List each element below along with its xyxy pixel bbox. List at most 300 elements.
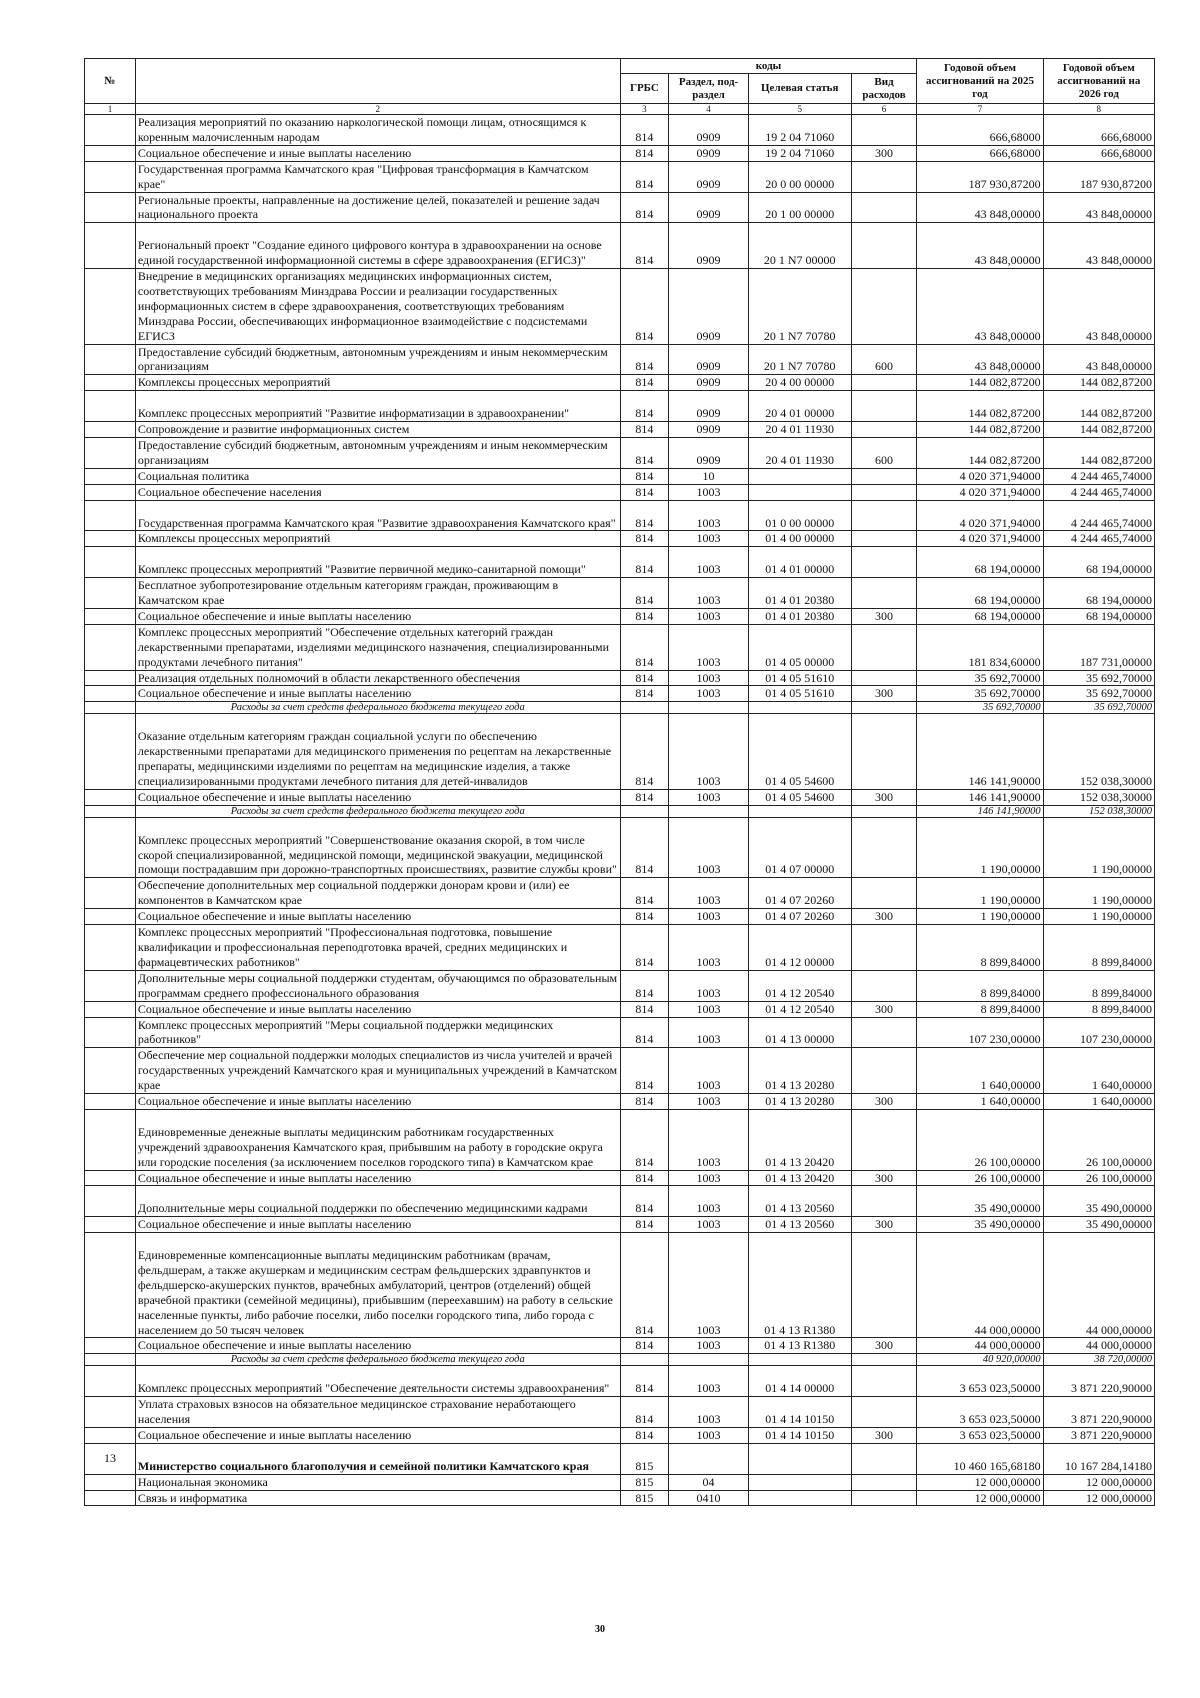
table-row xyxy=(85,1186,1155,1217)
row-grbs: 814 xyxy=(620,670,669,686)
row-number xyxy=(85,531,136,547)
row-target-article: 01 4 14 10150 xyxy=(748,1397,851,1428)
row-amount-2025: 146 141,90000 xyxy=(917,789,1043,805)
row-amount-2025: 35 490,00000 xyxy=(917,1186,1043,1217)
row-amount-2025: 1 190,00000 xyxy=(917,909,1043,925)
header-grbs: ГРБС xyxy=(620,74,669,104)
row-number xyxy=(85,192,136,223)
row-target-article: 01 4 05 54600 xyxy=(748,789,851,805)
row-amount-2025: 144 082,87200 xyxy=(917,437,1043,468)
row-grbs: 814 xyxy=(620,422,669,438)
table-row xyxy=(85,970,1155,1001)
table-row xyxy=(85,145,1155,161)
row-amount-2025: 40 920,00000 xyxy=(917,1354,1043,1366)
table-row xyxy=(85,1474,1155,1490)
table-row xyxy=(85,269,1155,345)
row-number xyxy=(85,547,136,578)
row-expense-kind xyxy=(851,484,917,500)
row-name: Комплекс процессных мероприятий "Совершенствование оказания скорой, в том числе скорой специализированной, медицинской помощи, медицинской эвакуации, медицинской помощи пострадавшим при дорожно-транспортных происшествиях, развитие службы крови" xyxy=(135,817,620,878)
row-target-article xyxy=(748,805,851,817)
row-name: Бесплатное зубопротезирование отдельным категориям граждан, проживающим в Камчатском крае xyxy=(135,578,620,609)
table-row xyxy=(85,1094,1155,1110)
row-number xyxy=(85,714,136,790)
row-number xyxy=(85,1109,136,1170)
row-target-article: 01 4 14 00000 xyxy=(748,1366,851,1397)
row-amount-2025: 146 141,90000 xyxy=(917,714,1043,790)
row-section: 1003 xyxy=(669,1338,749,1354)
row-name: Комплексы процессных мероприятий xyxy=(135,531,620,547)
row-amount-2026: 35 490,00000 xyxy=(1043,1217,1154,1233)
row-amount-2026: 8 899,84000 xyxy=(1043,970,1154,1001)
row-name: Социальное обеспечение и иные выплаты населению xyxy=(135,1338,620,1354)
row-number xyxy=(85,1366,136,1397)
row-name: Расходы за счет средств федерального бюджета текущего года xyxy=(135,1354,620,1366)
header-no: № xyxy=(85,59,136,104)
table-row xyxy=(85,547,1155,578)
row-grbs xyxy=(620,1354,669,1366)
row-grbs: 815 xyxy=(620,1474,669,1490)
row-amount-2026: 144 082,87200 xyxy=(1043,391,1154,422)
row-number xyxy=(85,789,136,805)
row-amount-2026: 35 692,70000 xyxy=(1043,702,1154,714)
row-expense-kind xyxy=(851,422,917,438)
row-amount-2025: 44 000,00000 xyxy=(917,1233,1043,1338)
table-row xyxy=(85,161,1155,192)
row-expense-kind xyxy=(851,1474,917,1490)
row-name: Комплекс процессных мероприятий "Развитие первичной медико-санитарной помощи" xyxy=(135,547,620,578)
row-number xyxy=(85,878,136,909)
row-section: 1003 xyxy=(669,670,749,686)
row-expense-kind xyxy=(851,1490,917,1506)
row-grbs: 814 xyxy=(620,878,669,909)
row-amount-2025: 3 653 023,50000 xyxy=(917,1427,1043,1443)
row-number xyxy=(85,145,136,161)
row-amount-2026: 144 082,87200 xyxy=(1043,422,1154,438)
table-row xyxy=(85,1048,1155,1094)
row-number xyxy=(85,1490,136,1506)
row-section: 1003 xyxy=(669,578,749,609)
row-section xyxy=(669,1354,749,1366)
row-name: Социальное обеспечение и иные выплаты населению xyxy=(135,789,620,805)
table-row xyxy=(85,578,1155,609)
row-expense-kind xyxy=(851,702,917,714)
row-name: Комплекс процессных мероприятий "Обеспечение деятельности системы здравоохранения" xyxy=(135,1366,620,1397)
row-grbs: 814 xyxy=(620,1001,669,1017)
page-number: 30 xyxy=(595,1624,605,1635)
row-section: 0909 xyxy=(669,269,749,345)
row-amount-2026: 35 692,70000 xyxy=(1043,686,1154,702)
row-number xyxy=(85,702,136,714)
row-grbs: 814 xyxy=(620,223,669,269)
row-name: Единовременные компенсационные выплаты медицинским работникам (врачам, фельдшерам, а также акушеркам и медицинским сестрам фельдшерских здравпунктов и фельдшерско-акушерских пунктов, врачебных амбулаторий, центров (отделений) общей врачебной практики (семейной медицины), прибывшим (переехавшим) на работу в сельские населенные пункты, либо рабочие поселки, либо поселки городского типа, либо города с населением до 50 тысяч человек xyxy=(135,1233,620,1338)
row-amount-2026: 44 000,00000 xyxy=(1043,1233,1154,1338)
row-section: 1003 xyxy=(669,1017,749,1048)
row-amount-2026: 38 720,00000 xyxy=(1043,1354,1154,1366)
row-amount-2025: 4 020 371,94000 xyxy=(917,468,1043,484)
row-target-article: 01 4 05 51610 xyxy=(748,670,851,686)
row-section: 1003 xyxy=(669,1048,749,1094)
row-number xyxy=(85,608,136,624)
row-amount-2026: 35 490,00000 xyxy=(1043,1186,1154,1217)
row-grbs: 814 xyxy=(620,909,669,925)
row-section: 1003 xyxy=(669,1094,749,1110)
row-number xyxy=(85,1001,136,1017)
row-amount-2026: 26 100,00000 xyxy=(1043,1109,1154,1170)
row-amount-2025: 68 194,00000 xyxy=(917,608,1043,624)
row-amount-2025: 4 020 371,94000 xyxy=(917,531,1043,547)
row-expense-kind: 300 xyxy=(851,909,917,925)
row-amount-2025: 35 692,70000 xyxy=(917,686,1043,702)
row-number xyxy=(85,909,136,925)
row-amount-2026: 152 038,30000 xyxy=(1043,805,1154,817)
colnum: 4 xyxy=(669,104,749,115)
table-header xyxy=(85,59,1155,115)
row-amount-2025: 8 899,84000 xyxy=(917,1001,1043,1017)
row-amount-2025: 666,68000 xyxy=(917,115,1043,146)
row-expense-kind xyxy=(851,1443,917,1474)
table-row xyxy=(85,1109,1155,1170)
row-name: Региональный проект "Создание единого цифрового контура в здравоохранении на основе единой государственной информационной системы в сфере здравоохранения (ЕГИСЗ)" xyxy=(135,223,620,269)
row-number xyxy=(85,1474,136,1490)
row-name: Предоставление субсидий бюджетным, автономным учреждениям и иным некоммерческим организациям xyxy=(135,344,620,375)
table-row xyxy=(85,1366,1155,1397)
row-target-article xyxy=(748,1443,851,1474)
row-amount-2026: 35 692,70000 xyxy=(1043,670,1154,686)
row-name: Расходы за счет средств федерального бюджета текущего года xyxy=(135,702,620,714)
row-amount-2026: 152 038,30000 xyxy=(1043,714,1154,790)
row-target-article: 01 4 00 00000 xyxy=(748,531,851,547)
row-grbs: 814 xyxy=(620,468,669,484)
row-number xyxy=(85,422,136,438)
colnum: 5 xyxy=(748,104,851,115)
row-amount-2026: 666,68000 xyxy=(1043,145,1154,161)
row-target-article xyxy=(748,702,851,714)
row-grbs: 814 xyxy=(620,1094,669,1110)
row-grbs: 814 xyxy=(620,375,669,391)
row-expense-kind xyxy=(851,1017,917,1048)
row-grbs: 814 xyxy=(620,1186,669,1217)
row-section: 1003 xyxy=(669,1109,749,1170)
row-number xyxy=(85,391,136,422)
row-target-article: 20 1 N7 00000 xyxy=(748,223,851,269)
row-target-article: 19 2 04 71060 xyxy=(748,145,851,161)
table-row xyxy=(85,670,1155,686)
row-number xyxy=(85,161,136,192)
row-expense-kind xyxy=(851,578,917,609)
row-number xyxy=(85,500,136,531)
row-number xyxy=(85,686,136,702)
row-number xyxy=(85,925,136,971)
row-grbs: 814 xyxy=(620,817,669,878)
row-expense-kind xyxy=(851,115,917,146)
row-section: 1003 xyxy=(669,1366,749,1397)
row-section: 0909 xyxy=(669,437,749,468)
row-name: Социальное обеспечение и иные выплаты населению xyxy=(135,608,620,624)
row-target-article: 01 4 13 20280 xyxy=(748,1094,851,1110)
row-number xyxy=(85,1170,136,1186)
row-name: Сопровождение и развитие информационных систем xyxy=(135,422,620,438)
row-section: 0909 xyxy=(669,223,749,269)
row-name: Министерство социального благополучия и семейной политики Камчатского края xyxy=(135,1443,620,1474)
row-amount-2026: 1 640,00000 xyxy=(1043,1048,1154,1094)
row-expense-kind: 300 xyxy=(851,789,917,805)
row-target-article: 01 4 01 20380 xyxy=(748,578,851,609)
row-expense-kind xyxy=(851,670,917,686)
row-amount-2025: 35 692,70000 xyxy=(917,670,1043,686)
row-amount-2025: 4 020 371,94000 xyxy=(917,484,1043,500)
row-section xyxy=(669,702,749,714)
row-grbs: 814 xyxy=(620,925,669,971)
row-name: Комплекс процессных мероприятий "Обеспечение отдельных категорий граждан лекарственными препаратами, изделиями медицинского назначения, специализированными продуктами лечебного питания" xyxy=(135,624,620,670)
row-expense-kind: 300 xyxy=(851,145,917,161)
row-number xyxy=(85,375,136,391)
row-number xyxy=(85,1354,136,1366)
row-expense-kind xyxy=(851,878,917,909)
row-name: Комплекс процессных мероприятий "Профессиональная подготовка, повышение квалификации и профессиональная переподготовка врачей, средних медицинских и фармацевтических работников" xyxy=(135,925,620,971)
row-grbs: 814 xyxy=(620,547,669,578)
colnum: 6 xyxy=(851,104,917,115)
row-target-article xyxy=(748,484,851,500)
row-amount-2026: 666,68000 xyxy=(1043,115,1154,146)
row-name: Социальная политика xyxy=(135,468,620,484)
row-amount-2026: 1 190,00000 xyxy=(1043,817,1154,878)
row-section: 04 xyxy=(669,1474,749,1490)
row-expense-kind xyxy=(851,1048,917,1094)
row-number xyxy=(85,1397,136,1428)
row-target-article: 01 4 05 54600 xyxy=(748,714,851,790)
row-grbs xyxy=(620,702,669,714)
row-target-article: 01 4 13 R1380 xyxy=(748,1233,851,1338)
row-number xyxy=(85,578,136,609)
row-grbs: 814 xyxy=(620,1338,669,1354)
row-expense-kind xyxy=(851,970,917,1001)
row-number xyxy=(85,468,136,484)
header-codes: коды xyxy=(620,59,917,74)
row-section: 1003 xyxy=(669,878,749,909)
row-section: 0909 xyxy=(669,192,749,223)
row-section: 0909 xyxy=(669,145,749,161)
row-amount-2025: 43 848,00000 xyxy=(917,223,1043,269)
row-section: 1003 xyxy=(669,909,749,925)
row-amount-2026: 26 100,00000 xyxy=(1043,1170,1154,1186)
row-target-article: 20 4 01 11930 xyxy=(748,437,851,468)
row-number xyxy=(85,484,136,500)
row-expense-kind xyxy=(851,269,917,345)
table-row xyxy=(85,714,1155,790)
row-expense-kind: 300 xyxy=(851,1094,917,1110)
row-name: Обеспечение дополнительных мер социальной поддержки донорам крови и (или) ее компонентов в Камчатском крае xyxy=(135,878,620,909)
row-name: Социальное обеспечение и иные выплаты населению xyxy=(135,1170,620,1186)
row-target-article: 01 4 14 10150 xyxy=(748,1427,851,1443)
row-target-article: 19 2 04 71060 xyxy=(748,115,851,146)
row-amount-2026: 43 848,00000 xyxy=(1043,269,1154,345)
row-grbs: 814 xyxy=(620,531,669,547)
row-section: 10 xyxy=(669,468,749,484)
row-grbs: 814 xyxy=(620,192,669,223)
row-expense-kind: 300 xyxy=(851,1338,917,1354)
row-amount-2026: 68 194,00000 xyxy=(1043,547,1154,578)
row-name: Социальное обеспечение и иные выплаты населению xyxy=(135,909,620,925)
row-amount-2025: 26 100,00000 xyxy=(917,1170,1043,1186)
row-amount-2025: 68 194,00000 xyxy=(917,578,1043,609)
table-row xyxy=(85,115,1155,146)
row-section xyxy=(669,805,749,817)
row-expense-kind: 600 xyxy=(851,344,917,375)
row-section: 1003 xyxy=(669,531,749,547)
colnum: 2 xyxy=(135,104,620,115)
row-target-article: 01 4 13 20560 xyxy=(748,1186,851,1217)
table-row xyxy=(85,192,1155,223)
row-expense-kind xyxy=(851,805,917,817)
table-row xyxy=(85,789,1155,805)
row-section: 0909 xyxy=(669,161,749,192)
row-amount-2025: 8 899,84000 xyxy=(917,970,1043,1001)
row-section: 0909 xyxy=(669,422,749,438)
row-number xyxy=(85,1186,136,1217)
row-name: Уплата страховых взносов на обязательное медицинское страхование неработающего населения xyxy=(135,1397,620,1428)
row-amount-2026: 8 899,84000 xyxy=(1043,925,1154,971)
row-name: Комплексы процессных мероприятий xyxy=(135,375,620,391)
row-amount-2026: 44 000,00000 xyxy=(1043,1338,1154,1354)
row-target-article: 20 4 01 00000 xyxy=(748,391,851,422)
row-name: Социальное обеспечение и иные выплаты населению xyxy=(135,1217,620,1233)
row-section: 0909 xyxy=(669,115,749,146)
table-body xyxy=(85,115,1155,1506)
table-row xyxy=(85,344,1155,375)
table-row xyxy=(85,608,1155,624)
header-kind: Вид расходов xyxy=(851,74,917,104)
row-target-article: 20 1 N7 70780 xyxy=(748,269,851,345)
table-row xyxy=(85,437,1155,468)
row-number xyxy=(85,437,136,468)
row-section: 0410 xyxy=(669,1490,749,1506)
row-expense-kind xyxy=(851,925,917,971)
row-expense-kind xyxy=(851,223,917,269)
row-target-article: 01 4 13 20560 xyxy=(748,1217,851,1233)
row-expense-kind xyxy=(851,714,917,790)
row-amount-2025: 1 190,00000 xyxy=(917,817,1043,878)
row-amount-2026: 12 000,00000 xyxy=(1043,1490,1154,1506)
row-amount-2026: 3 871 220,90000 xyxy=(1043,1366,1154,1397)
row-target-article: 01 4 07 00000 xyxy=(748,817,851,878)
row-number xyxy=(85,817,136,878)
row-section: 1003 xyxy=(669,817,749,878)
row-amount-2026: 43 848,00000 xyxy=(1043,223,1154,269)
row-target-article: 20 0 00 00000 xyxy=(748,161,851,192)
row-section: 1003 xyxy=(669,1397,749,1428)
header-2026: Годовой объем ассигнований на 2026 год xyxy=(1043,59,1154,104)
row-section: 0909 xyxy=(669,391,749,422)
row-name: Связь и информатика xyxy=(135,1490,620,1506)
row-amount-2026: 3 871 220,90000 xyxy=(1043,1397,1154,1428)
row-name: Региональные проекты, направленные на достижение целей, показателей и решение задач национального проекта xyxy=(135,192,620,223)
row-expense-kind: 300 xyxy=(851,1217,917,1233)
row-name: Комплекс процессных мероприятий "Меры социальной поддержки медицинских работников" xyxy=(135,1017,620,1048)
row-grbs xyxy=(620,805,669,817)
row-section: 1003 xyxy=(669,1170,749,1186)
row-number xyxy=(85,344,136,375)
row-amount-2025: 10 460 165,68180 xyxy=(917,1443,1043,1474)
row-amount-2025: 43 848,00000 xyxy=(917,192,1043,223)
row-amount-2026: 187 731,00000 xyxy=(1043,624,1154,670)
row-expense-kind xyxy=(851,500,917,531)
table-row xyxy=(85,1490,1155,1506)
federal-budget-row xyxy=(85,702,1155,714)
row-target-article: 01 4 01 00000 xyxy=(748,547,851,578)
row-grbs: 814 xyxy=(620,269,669,345)
row-number xyxy=(85,1427,136,1443)
row-name: Внедрение в медицинских организациях медицинских информационных систем, соответствующих требованиям Минздрава России и реализации государственных информационных систем в сфере здравоохранения, соответствующих требованиям Минздрава России, обеспечивающих информационное взаимодействие с подсистемами ЕГИСЗ xyxy=(135,269,620,345)
row-amount-2025: 144 082,87200 xyxy=(917,422,1043,438)
row-name: Предоставление субсидий бюджетным, автономным учреждениям и иным некоммерческим организациям xyxy=(135,437,620,468)
row-name: Расходы за счет средств федерального бюджета текущего года xyxy=(135,805,620,817)
row-name: Социальное обеспечение и иные выплаты населению xyxy=(135,686,620,702)
row-section xyxy=(669,1443,749,1474)
row-grbs: 815 xyxy=(620,1490,669,1506)
row-amount-2025: 3 653 023,50000 xyxy=(917,1366,1043,1397)
row-section: 1003 xyxy=(669,970,749,1001)
row-number: 13 xyxy=(85,1443,136,1474)
table-row xyxy=(85,624,1155,670)
row-target-article: 20 1 00 00000 xyxy=(748,192,851,223)
row-section: 1003 xyxy=(669,925,749,971)
row-name: Обеспечение мер социальной поддержки молодых специалистов из числа учителей и врачей государственных учреждений Камчатского края и муниципальных учреждений в Камчатском крае xyxy=(135,1048,620,1094)
row-target-article xyxy=(748,468,851,484)
row-grbs: 814 xyxy=(620,145,669,161)
row-expense-kind xyxy=(851,1186,917,1217)
table-row xyxy=(85,391,1155,422)
row-amount-2026: 68 194,00000 xyxy=(1043,578,1154,609)
table-row xyxy=(85,422,1155,438)
row-expense-kind xyxy=(851,468,917,484)
row-amount-2025: 1 640,00000 xyxy=(917,1094,1043,1110)
row-number xyxy=(85,1094,136,1110)
row-target-article: 20 1 N7 70780 xyxy=(748,344,851,375)
row-amount-2026: 1 640,00000 xyxy=(1043,1094,1154,1110)
row-grbs: 814 xyxy=(620,686,669,702)
row-amount-2025: 146 141,90000 xyxy=(917,805,1043,817)
row-expense-kind: 300 xyxy=(851,1001,917,1017)
row-expense-kind xyxy=(851,161,917,192)
row-grbs: 814 xyxy=(620,578,669,609)
row-number xyxy=(85,115,136,146)
row-amount-2025: 3 653 023,50000 xyxy=(917,1397,1043,1428)
row-target-article: 01 4 01 20380 xyxy=(748,608,851,624)
row-expense-kind xyxy=(851,531,917,547)
table-row xyxy=(85,223,1155,269)
row-section: 1003 xyxy=(669,1001,749,1017)
row-target-article: 01 4 12 00000 xyxy=(748,925,851,971)
row-grbs: 814 xyxy=(620,161,669,192)
row-expense-kind xyxy=(851,1366,917,1397)
row-amount-2026: 4 244 465,74000 xyxy=(1043,484,1154,500)
row-amount-2026: 107 230,00000 xyxy=(1043,1017,1154,1048)
row-amount-2026: 144 082,87200 xyxy=(1043,375,1154,391)
row-number xyxy=(85,970,136,1001)
table-row xyxy=(85,1017,1155,1048)
row-expense-kind xyxy=(851,624,917,670)
federal-budget-row xyxy=(85,805,1155,817)
table-row xyxy=(85,1338,1155,1354)
row-expense-kind xyxy=(851,391,917,422)
budget-table xyxy=(84,58,1155,1506)
row-expense-kind xyxy=(851,375,917,391)
row-target-article: 20 4 01 11930 xyxy=(748,422,851,438)
row-number xyxy=(85,223,136,269)
row-section: 1003 xyxy=(669,500,749,531)
table-row xyxy=(85,1427,1155,1443)
row-section: 1003 xyxy=(669,1427,749,1443)
